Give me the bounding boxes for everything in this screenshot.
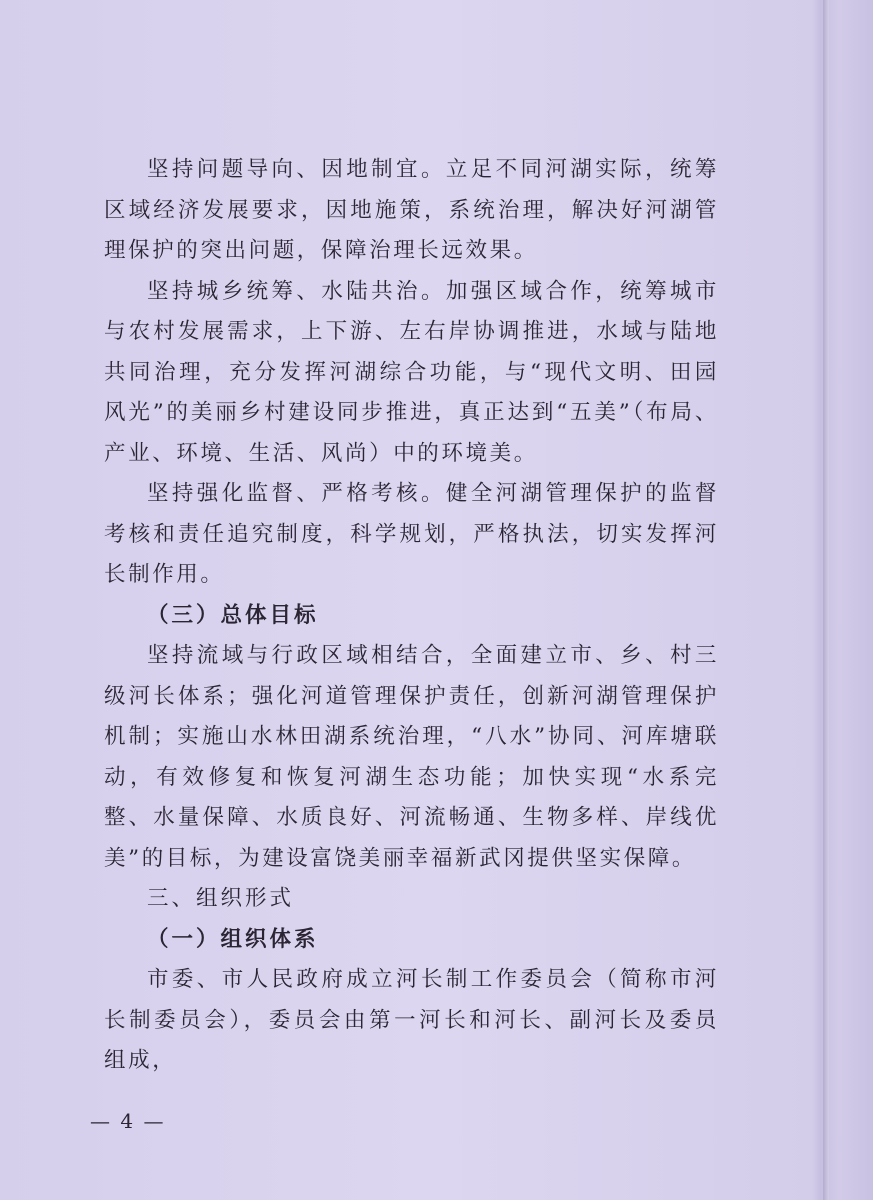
page-fold-shadow [823,0,829,1200]
page-number: — 4 — [90,1109,166,1133]
section-heading-organization: 三、组织形式 [147,886,295,911]
paragraph-principle-supervision: 坚持强化监督、严格考核。健全河湖管理保护的监督考核和责任追究制度，科学规划，严格执法，切实发挥河长制作用。 [104,481,719,587]
section-heading-overall-goal: （三）总体目标 [147,602,319,628]
document-body [104,150,719,1082]
paragraph-principle-problem-oriented: 坚持问题导向、因地制宜。立足不同河湖实际，统筹区域经济发展要求，因地施策，系统治理，解决好河湖管理保护的突出问题，保障治理长远效果。 [104,157,719,263]
paragraph-overall-goal: 坚持流域与行政区域相结合，全面建立市、乡、村三级河长体系；强化河道管理保护责任，创新河湖管理保护机制；实施山水林田湖系统治理，“八水”协同、河库塘联动，有效修复和恢复河湖生态功能；加快实现“水系完整、水量保障、水质良好、河流畅通、生物多样、岸线优美”的目标，为建设富饶美丽幸福新武冈提供坚实保障。 [104,643,719,871]
section-heading-organization-system: （一）组织体系 [147,926,319,952]
paragraph-principle-urban-rural: 坚持城乡统筹、水陆共治。加强区域合作，统筹城市与农村发展需求，上下游、左右岸协调推进，水域与陆地共同治理，充分发挥河湖综合功能，与“现代文明、田园风光”的美丽乡村建设同步推进，真正达到“五美”（布局、产业、环境、生活、风尚）中的环境美。 [104,278,719,466]
paragraph-organization-system: 市委、市人民政府成立河长制工作委员会（简称市河长制委员会），委员会由第一河长和河长、副河长及委员组成， [104,967,719,1073]
